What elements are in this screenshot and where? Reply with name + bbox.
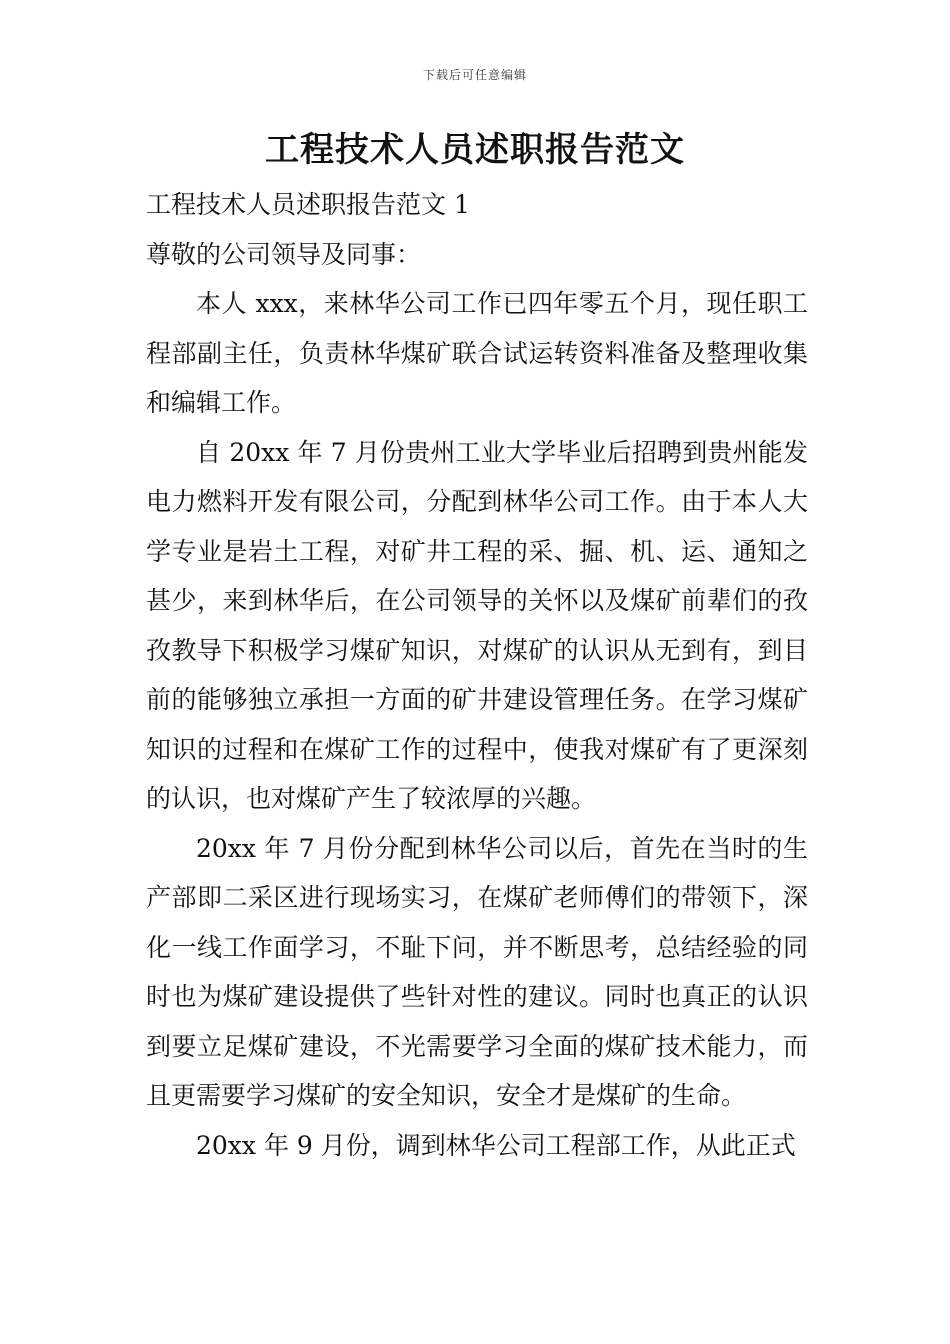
salutation: 尊敬的公司领导及同事： bbox=[146, 239, 422, 269]
paragraph-3: 20xx 年 7 月份分配到林华公司以后，首先在当时的生产部即二采区进行现场实习，在煤矿老师傅们的带领下，深化一线工作面学习，不耻下问，并不断思考，总结经验的同时也为煤矿建设提供了些针对性的建议。同时也真正的认识到要立足煤矿建设，不光需要学习全面的煤矿技术能力，而且更需要学习煤矿的安全知识，安全才是煤矿的生命。 bbox=[146, 833, 808, 1110]
paragraph-4: 20xx 年 9 月份，调到林华公司工程部工作，从此正式 bbox=[196, 1130, 796, 1160]
document-subtitle: 工程技术人员述职报告范文 1 bbox=[146, 190, 470, 219]
paragraph-2: 自 20xx 年 7 月份贵州工业大学毕业后招聘到贵州能发电力燃料开发有限公司，分配到林华公司工作。由于本人大学专业是岩土工程，对矿井工程的采、掘、机、运、通知之甚少，来到林华后，在公司领导的关怀以及煤矿前辈们的孜孜教导下积极学习煤矿知识，对煤矿的认识从无到有，到目前的能够独立承担一方面的矿井建设管理任务。在学习煤矿知识的过程和在煤矿工作的过程中，使我对煤矿有了更深刻的认识，也对煤矿产生了较浓厚的兴趣。 bbox=[146, 437, 808, 813]
document-body bbox=[146, 180, 808, 1170]
header-note: 下载后可任意编辑 bbox=[422, 68, 527, 82]
document-title: 工程技术人员述职报告范文 bbox=[265, 130, 685, 170]
paragraph-1: 本人 xxx，来林华公司工作已四年零五个月，现任职工程部副主任，负责林华煤矿联合试运转资料准备及整理收集和编辑工作。 bbox=[146, 289, 808, 417]
